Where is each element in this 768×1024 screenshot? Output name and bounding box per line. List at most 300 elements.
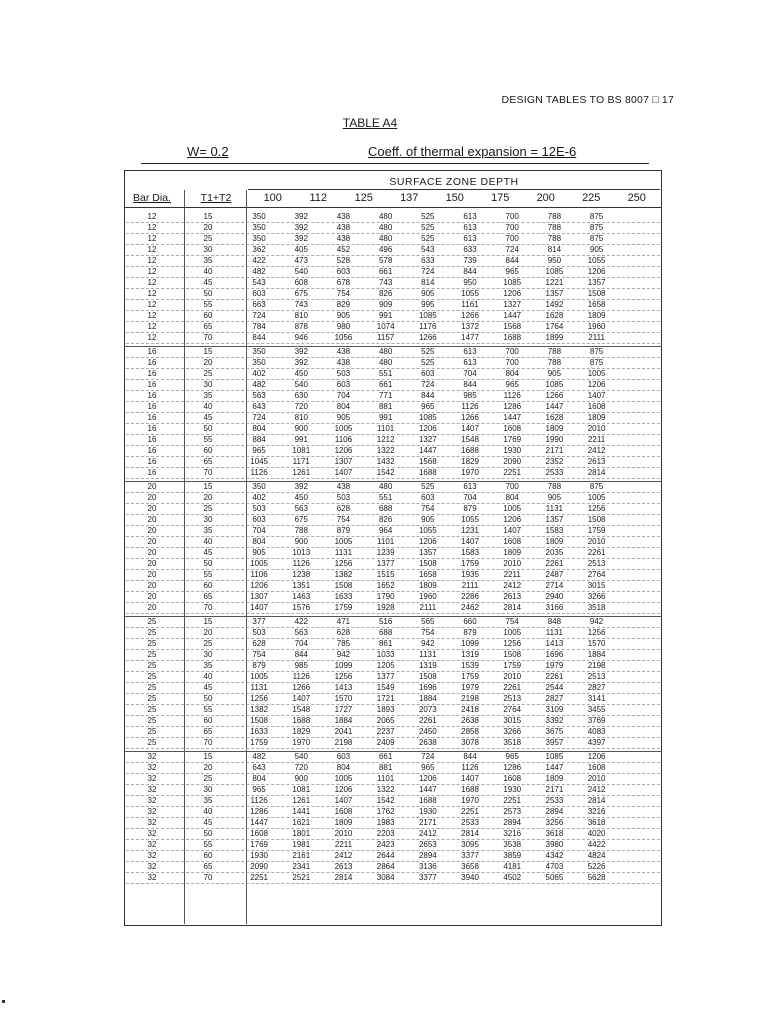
- value-cell: 1101: [377, 424, 395, 433]
- value-cell: 788: [547, 212, 562, 221]
- value-cell: 1899: [545, 333, 564, 342]
- value-cell: 1981: [292, 840, 311, 849]
- value-cell: 3769: [587, 716, 606, 725]
- bar-dia-cell: 25: [147, 727, 157, 736]
- value-cell: 613: [463, 234, 477, 243]
- value-cell: 2198: [461, 694, 479, 703]
- value-cell: 1568: [418, 457, 437, 466]
- value-cell: 1055: [461, 289, 479, 298]
- t1t2-cell: 50: [203, 559, 213, 568]
- value-cell: 2544: [545, 683, 564, 692]
- value-cell: 2198: [587, 661, 606, 670]
- value-cell: 875: [589, 347, 604, 356]
- value-cell: 660: [463, 617, 477, 626]
- value-cell: 496: [378, 245, 393, 254]
- bar-group: [126, 752, 660, 886]
- value-cell: 603: [421, 369, 435, 378]
- t1t2-cell: 45: [203, 818, 213, 827]
- bar-dia-cell: 25: [147, 639, 157, 648]
- value-cell: 2251: [250, 873, 268, 882]
- bar-dia-cell: 32: [147, 873, 157, 882]
- value-cell: 1970: [461, 796, 479, 805]
- table-row: [126, 807, 660, 818]
- value-cell: 1327: [503, 300, 522, 309]
- value-cell: 1809: [545, 424, 564, 433]
- value-cell: 964: [378, 526, 393, 535]
- value-cell: 900: [294, 774, 308, 783]
- value-cell: 2412: [503, 581, 522, 590]
- table-row: [126, 482, 660, 493]
- value-cell: 1809: [503, 548, 522, 557]
- value-cell: 1633: [250, 727, 268, 736]
- value-cell: 2638: [418, 738, 437, 747]
- value-cell: 900: [294, 537, 308, 546]
- value-cell: 482: [252, 752, 266, 761]
- value-cell: 392: [294, 358, 308, 367]
- bar-dia-cell: 16: [147, 402, 157, 411]
- table-row: [126, 559, 660, 570]
- value-cell: 2198: [334, 738, 353, 747]
- value-cell: 1407: [334, 796, 353, 805]
- value-cell: 2409: [376, 738, 395, 747]
- t1t2-cell: 60: [203, 446, 213, 455]
- value-cell: 1568: [503, 322, 522, 331]
- value-cell: 643: [252, 763, 266, 772]
- value-cell: 720: [294, 402, 308, 411]
- value-cell: 603: [336, 267, 351, 276]
- value-cell: 2211: [334, 840, 353, 849]
- value-cell: 724: [421, 752, 435, 761]
- depth-header: 137: [400, 192, 419, 204]
- value-cell: 613: [463, 482, 477, 491]
- value-cell: 1413: [545, 639, 564, 648]
- bar-dia-cell: 16: [147, 369, 157, 378]
- bar-dia-cell: 16: [147, 391, 157, 400]
- value-cell: 2010: [503, 559, 522, 568]
- table-row: [126, 289, 660, 300]
- value-cell: 1261: [292, 796, 311, 805]
- value-cell: 1206: [503, 289, 522, 298]
- t1t2-cell: 35: [203, 526, 213, 535]
- value-cell: 2653: [418, 840, 437, 849]
- value-cell: 1930: [250, 851, 268, 860]
- value-cell: 844: [294, 650, 308, 659]
- value-cell: 2513: [587, 672, 606, 681]
- value-cell: 1688: [461, 446, 479, 455]
- value-cell: 1126: [461, 402, 479, 411]
- value-cell: 1206: [418, 537, 437, 546]
- value-cell: 3216: [503, 829, 522, 838]
- value-cell: 1085: [545, 267, 564, 276]
- value-cell: 2010: [587, 537, 606, 546]
- t1t2-cell: 35: [203, 391, 213, 400]
- value-cell: 4020: [587, 829, 606, 838]
- t1t2-cell: 25: [203, 774, 213, 783]
- value-cell: 1477: [461, 333, 479, 342]
- value-cell: 473: [294, 256, 308, 265]
- value-cell: 3618: [545, 829, 564, 838]
- value-cell: 1759: [461, 672, 479, 681]
- value-cell: 1652: [376, 581, 395, 590]
- value-cell: 1893: [376, 705, 395, 714]
- value-cell: 2714: [545, 581, 564, 590]
- value-cell: 788: [547, 482, 562, 491]
- t1t2-cell: 65: [203, 862, 213, 871]
- value-cell: 2286: [461, 592, 479, 601]
- value-cell: 603: [336, 752, 351, 761]
- value-cell: 905: [336, 311, 351, 320]
- value-cell: 2533: [545, 468, 564, 477]
- t1t2-cell: 65: [203, 592, 213, 601]
- value-cell: 2513: [503, 694, 522, 703]
- bar-dia-cell: 16: [147, 457, 157, 466]
- t1t2-cell: 25: [203, 639, 213, 648]
- value-cell: 905: [252, 548, 266, 557]
- value-cell: 1970: [461, 468, 479, 477]
- value-cell: 2418: [461, 705, 479, 714]
- value-cell: 1721: [376, 694, 395, 703]
- t1t2-cell: 20: [203, 493, 213, 502]
- value-cell: 754: [336, 289, 351, 298]
- value-cell: 1769: [503, 435, 522, 444]
- value-cell: 1809: [587, 413, 606, 422]
- value-cell: 1206: [334, 785, 353, 794]
- bar-dia-cell: 12: [147, 234, 157, 243]
- value-cell: 2211: [503, 570, 521, 579]
- table-row: [126, 829, 660, 840]
- t1t2-cell: 25: [203, 369, 213, 378]
- value-cell: 743: [294, 300, 308, 309]
- value-cell: 1688: [461, 785, 479, 794]
- value-cell: 663: [252, 300, 266, 309]
- value-cell: 1764: [545, 322, 564, 331]
- value-cell: 1608: [587, 402, 606, 411]
- value-cell: 3940: [461, 873, 479, 882]
- value-cell: 1261: [292, 468, 311, 477]
- bar-dia-cell: 16: [147, 468, 157, 477]
- bar-dia-cell: 16: [147, 435, 157, 444]
- value-cell: 2251: [503, 468, 522, 477]
- value-cell: 540: [294, 380, 308, 389]
- t1t2-cell: 50: [203, 829, 213, 838]
- table-row: [126, 391, 660, 402]
- value-cell: 3377: [418, 873, 437, 882]
- t1t2-cell: 35: [203, 796, 213, 805]
- value-cell: 2894: [418, 851, 437, 860]
- table-row: [126, 716, 660, 727]
- surface-zone-rule: [248, 189, 660, 190]
- value-cell: 1256: [334, 672, 353, 681]
- table-row: [126, 468, 660, 479]
- value-cell: 525: [421, 358, 435, 367]
- value-cell: 905: [589, 245, 604, 254]
- value-cell: 1790: [376, 592, 395, 601]
- value-cell: 1382: [334, 570, 353, 579]
- value-cell: 1085: [545, 380, 564, 389]
- bar-dia-cell: 32: [147, 829, 157, 838]
- value-cell: 2261: [545, 672, 564, 681]
- value-cell: 2613: [503, 592, 522, 601]
- value-cell: 1688: [292, 716, 311, 725]
- value-cell: 2644: [376, 851, 395, 860]
- value-cell: 1570: [587, 639, 606, 648]
- value-cell: 1286: [503, 763, 522, 772]
- table-row: [126, 245, 660, 256]
- value-cell: 905: [421, 289, 435, 298]
- value-cell: 1515: [376, 570, 395, 579]
- col-header-bar-dia: Bar Dia.: [133, 192, 171, 204]
- value-cell: 1447: [418, 446, 437, 455]
- value-cell: 754: [252, 650, 266, 659]
- value-cell: 543: [421, 245, 435, 254]
- value-cell: 362: [252, 245, 266, 254]
- value-cell: 2261: [545, 559, 564, 568]
- value-cell: 2261: [587, 548, 606, 557]
- table-row: [126, 840, 660, 851]
- value-cell: 2894: [503, 818, 522, 827]
- value-cell: 630: [294, 391, 308, 400]
- value-cell: 661: [378, 752, 393, 761]
- value-cell: 1372: [461, 322, 479, 331]
- bar-dia-cell: 32: [147, 785, 157, 794]
- value-cell: 3980: [545, 840, 564, 849]
- value-cell: 563: [294, 504, 308, 513]
- value-cell: 1005: [503, 504, 522, 513]
- value-cell: 724: [505, 245, 519, 254]
- value-cell: 814: [547, 245, 562, 254]
- value-cell: 392: [294, 212, 308, 221]
- value-cell: 875: [589, 212, 604, 221]
- value-cell: 2412: [334, 851, 353, 860]
- value-cell: 700: [505, 358, 519, 367]
- value-cell: 2487: [545, 570, 564, 579]
- value-cell: 3166: [545, 603, 564, 612]
- value-cell: 1432: [376, 457, 395, 466]
- value-cell: 1447: [545, 763, 564, 772]
- value-cell: 2010: [503, 672, 522, 681]
- value-cell: 1206: [503, 515, 522, 524]
- value-cell: 810: [294, 413, 308, 422]
- depth-header: 112: [309, 192, 328, 204]
- value-cell: 2171: [418, 818, 437, 827]
- t1t2-cell: 15: [203, 617, 213, 626]
- bar-dia-cell: 12: [147, 311, 157, 320]
- value-cell: 1206: [587, 380, 606, 389]
- value-cell: 991: [378, 311, 393, 320]
- value-cell: 1447: [418, 785, 437, 794]
- value-cell: 965: [505, 752, 519, 761]
- t1t2-cell: 50: [203, 424, 213, 433]
- value-cell: 603: [252, 515, 266, 524]
- value-cell: 985: [463, 391, 477, 400]
- value-cell: 1658: [587, 300, 606, 309]
- t1t2-cell: 45: [203, 683, 213, 692]
- value-cell: 438: [336, 347, 351, 356]
- col-header-t1t2: T1+T2: [200, 192, 232, 204]
- bar-dia-cell: 32: [147, 862, 157, 871]
- bar-dia-cell: 20: [147, 537, 157, 546]
- value-cell: 450: [294, 493, 308, 502]
- value-cell: 4422: [587, 840, 606, 849]
- value-cell: 525: [421, 212, 435, 221]
- value-cell: 1542: [376, 796, 395, 805]
- value-cell: 1056: [334, 333, 353, 342]
- value-cell: 1256: [334, 559, 353, 568]
- value-cell: 1930: [503, 785, 522, 794]
- value-cell: 1696: [545, 650, 564, 659]
- value-cell: 1970: [292, 738, 311, 747]
- value-cell: 942: [589, 617, 604, 626]
- value-cell: 2827: [545, 694, 564, 703]
- value-cell: 2352: [545, 457, 564, 466]
- value-cell: 1171: [292, 457, 310, 466]
- bar-dia-cell: 25: [147, 716, 157, 725]
- bar-dia-cell: 25: [147, 661, 157, 670]
- value-cell: 525: [421, 482, 435, 491]
- value-cell: 1548: [292, 705, 311, 714]
- table-row: [126, 493, 660, 504]
- value-cell: 875: [589, 234, 604, 243]
- value-cell: 788: [547, 347, 562, 356]
- value-cell: 1801: [292, 829, 311, 838]
- table-row: [126, 300, 660, 311]
- t1t2-cell: 30: [203, 245, 213, 254]
- value-cell: 2450: [418, 727, 437, 736]
- value-cell: 881: [378, 402, 393, 411]
- value-cell: 3859: [503, 851, 522, 860]
- bar-dia-cell: 20: [147, 515, 157, 524]
- depth-header: 175: [491, 192, 510, 204]
- table-row: [126, 267, 660, 278]
- value-cell: 1576: [292, 603, 311, 612]
- value-cell: 1979: [545, 661, 564, 670]
- value-cell: 1266: [545, 391, 564, 400]
- value-cell: 844: [463, 267, 477, 276]
- value-cell: 1101: [377, 774, 395, 783]
- t1t2-cell: 50: [203, 694, 213, 703]
- value-cell: 1608: [503, 424, 522, 433]
- value-cell: 1809: [545, 537, 564, 546]
- value-cell: 754: [505, 617, 519, 626]
- bar-dia-cell: 20: [147, 493, 157, 502]
- value-cell: 1979: [461, 683, 479, 692]
- value-cell: 2412: [587, 785, 606, 794]
- value-cell: 804: [336, 402, 351, 411]
- value-cell: 392: [294, 482, 308, 491]
- value-cell: 1583: [461, 548, 479, 557]
- t1t2-cell: 30: [203, 515, 213, 524]
- value-cell: 1696: [418, 683, 437, 692]
- bar-dia-cell: 16: [147, 358, 157, 367]
- value-cell: 678: [336, 278, 351, 287]
- value-cell: 700: [505, 212, 519, 221]
- value-cell: 613: [463, 347, 477, 356]
- value-cell: 3136: [418, 862, 437, 871]
- table-row: [126, 413, 660, 424]
- value-cell: 661: [378, 380, 393, 389]
- value-cell: 3256: [545, 818, 564, 827]
- t1t2-cell: 55: [203, 705, 213, 714]
- value-cell: 1099: [334, 661, 353, 670]
- t1t2-cell: 55: [203, 840, 213, 849]
- value-cell: 1266: [461, 311, 479, 320]
- value-cell: 3675: [545, 727, 564, 736]
- value-cell: 1206: [334, 446, 353, 455]
- bar-dia-cell: 20: [147, 482, 157, 491]
- value-cell: 1327: [418, 435, 437, 444]
- table-row: [126, 446, 660, 457]
- table-row: [126, 278, 660, 289]
- value-cell: 879: [463, 504, 477, 513]
- value-cell: 392: [294, 347, 308, 356]
- t1t2-cell: 45: [203, 413, 213, 422]
- bar-dia-cell: 25: [147, 650, 157, 659]
- value-cell: 688: [378, 628, 393, 637]
- surface-zone-label: SURFACE ZONE DEPTH: [389, 176, 519, 188]
- value-cell: 1608: [503, 774, 522, 783]
- value-cell: 4703: [545, 862, 564, 871]
- bar-dia-cell: 20: [147, 570, 157, 579]
- value-cell: 1055: [418, 526, 437, 535]
- value-cell: 1005: [250, 672, 268, 681]
- value-cell: 950: [463, 278, 477, 287]
- value-cell: 350: [252, 212, 266, 221]
- bar-dia-cell: 20: [147, 581, 157, 590]
- table-row: [126, 424, 660, 435]
- value-cell: 525: [421, 347, 435, 356]
- value-cell: 814: [421, 278, 435, 287]
- bar-dia-cell: 12: [147, 278, 157, 287]
- value-cell: 2237: [376, 727, 395, 736]
- table-row: [126, 526, 660, 537]
- bar-dia-cell: 16: [147, 424, 157, 433]
- value-cell: 2203: [376, 829, 395, 838]
- value-cell: 1286: [250, 807, 268, 816]
- t1t2-cell: 35: [203, 661, 213, 670]
- value-cell: 2827: [587, 683, 606, 692]
- value-cell: 438: [336, 358, 351, 367]
- value-cell: 5628: [587, 873, 606, 882]
- t1t2-cell: 40: [203, 402, 213, 411]
- value-cell: 1013: [292, 548, 311, 557]
- table-body: [126, 212, 660, 886]
- value-cell: 1688: [503, 333, 522, 342]
- value-cell: 754: [421, 628, 435, 637]
- value-cell: 1256: [587, 504, 606, 513]
- value-cell: 995: [421, 300, 435, 309]
- value-cell: 1256: [250, 694, 268, 703]
- value-cell: 881: [378, 763, 393, 772]
- value-cell: 1413: [334, 683, 353, 692]
- depth-header: 125: [354, 192, 373, 204]
- value-cell: 565: [421, 617, 435, 626]
- value-cell: 1176: [419, 322, 437, 331]
- value-cell: 4083: [587, 727, 606, 736]
- value-cell: 2521: [292, 873, 311, 882]
- bar-dia-cell: 25: [147, 683, 157, 692]
- t1t2-cell: 20: [203, 358, 213, 367]
- value-cell: 720: [294, 763, 308, 772]
- table-row: [126, 818, 660, 829]
- value-cell: 350: [252, 482, 266, 491]
- value-cell: 804: [505, 493, 519, 502]
- table-row: [126, 369, 660, 380]
- value-cell: 350: [252, 358, 266, 367]
- value-cell: 965: [252, 446, 266, 455]
- value-cell: 480: [378, 223, 393, 232]
- t1t2-cell: 15: [203, 347, 213, 356]
- value-cell: 3658: [461, 862, 479, 871]
